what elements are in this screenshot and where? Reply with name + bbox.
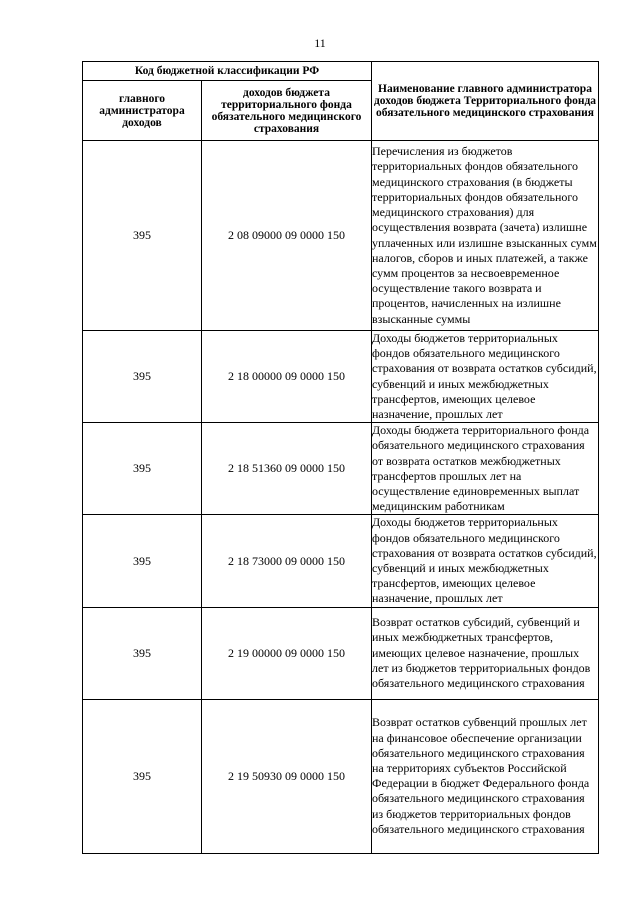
income-code-cell: 2 08 09000 09 0000 150 <box>202 141 372 331</box>
table-row <box>83 607 599 699</box>
description-cell: Возврат остатков субвенций прошлых лет на финансовое обеспечение организации обязательного медицинского страхования на территориях субъектов Российской Федерации в бюджет Федерального фонда обязательного медицинского страхования из бюджетов территориальных фондов обязательного медицинского страхования <box>372 699 599 853</box>
description-cell: Доходы бюджета территориального фонда обязательного медицинского страхования от возврата остатков межбюджетных трансфертов прошлых лет на осуществление единовременных выплат медицинским работникам <box>372 423 599 515</box>
header-administrator-name: Наименование главного администратора доходов бюджета Территориального фонда обязательного медицинского страхования <box>372 62 599 141</box>
admin-code-cell: 395 <box>83 423 202 515</box>
admin-code-cell: 395 <box>83 607 202 699</box>
header-fund-income: доходов бюджета территориального фонда обязательного медицинского страхования <box>202 81 372 141</box>
description-cell: Доходы бюджетов территориальных фондов обязательного медицинского страхования от возврата остатков субсидий, субвенций и иных межбюджетных трансфертов, имеющих целевое назначение, прошлых лет <box>372 331 597 422</box>
income-code-cell: 2 18 51360 09 0000 150 <box>202 423 372 515</box>
income-code-cell: 2 18 73000 09 0000 150 <box>202 515 372 607</box>
income-code-cell: 2 19 00000 09 0000 150 <box>202 607 372 699</box>
table-row <box>83 141 599 331</box>
income-code-cell: 2 18 00000 09 0000 150 <box>202 331 372 423</box>
budget-classification-table <box>82 61 599 854</box>
header-classification-code: Код бюджетной классификации РФ <box>83 62 372 81</box>
header-main-administrator: главного администратора доходов <box>83 81 202 141</box>
admin-code-cell: 395 <box>83 141 202 331</box>
table-row <box>83 515 599 607</box>
table-row <box>83 423 599 515</box>
description-cell: Возврат остатков субсидий, субвенций и иных межбюджетных трансфертов, имеющих целевое назначение, прошлых лет из бюджетов территориальных фондов обязательного медицинского страхования <box>372 607 599 699</box>
admin-code-cell: 395 <box>83 331 202 423</box>
description-cell: Перечисления из бюджетов территориальных фондов обязательного медицинского страхования (в бюджеты территориальных фондов обязательного медицинского страхования) для осуществления возврата (зачета) излишне уплаченных или излишне взысканных сумм налогов, сборов и иных платежей, а также сумм процентов за несвоевременное осуществление такого возврата и процентов, начисленных на излишне взысканные суммы <box>372 141 599 331</box>
table-row <box>83 331 599 423</box>
admin-code-cell: 395 <box>83 515 202 607</box>
admin-code-cell: 395 <box>83 699 202 853</box>
income-code-cell: 2 19 50930 09 0000 150 <box>202 699 372 853</box>
description-cell: Доходы бюджетов территориальных фондов обязательного медицинского страхования от возврата остатков субсидий, субвенций и иных межбюджетных трансфертов, имеющих целевое назначение, прошлых лет <box>372 515 597 606</box>
table-row <box>83 699 599 853</box>
page-number: 11 <box>314 36 326 50</box>
